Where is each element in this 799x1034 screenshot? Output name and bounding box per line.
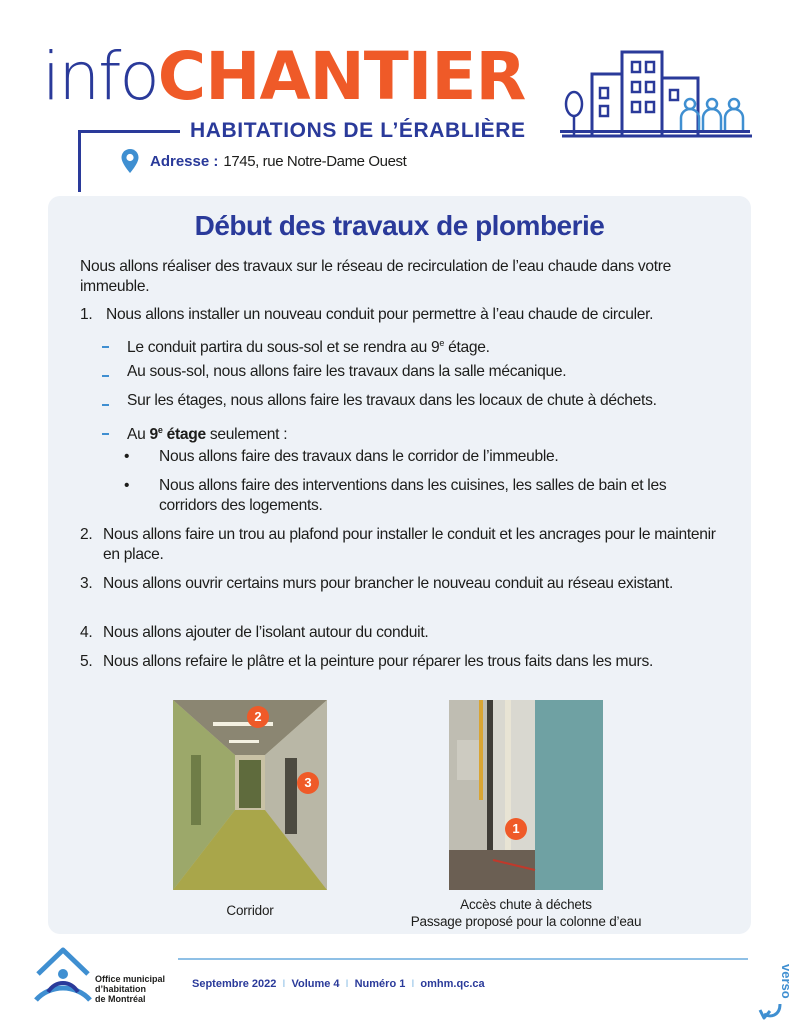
chute-photo <box>449 700 603 890</box>
step-number: 3. <box>80 575 93 592</box>
page-title: Début des travaux de plomberie <box>194 210 605 241</box>
masthead-chantier: CHANTIER <box>157 38 526 115</box>
organization-name: Office municipal d’habitation de Montréal <box>95 974 166 1004</box>
photo-marker-3: 3 <box>297 772 319 794</box>
step-number: 1. <box>80 306 93 323</box>
header-frame-rule-right <box>560 130 750 133</box>
step-number: 5. <box>80 653 93 670</box>
photo-marker-1: 1 <box>505 818 527 840</box>
bullet-marker: • <box>124 477 130 494</box>
sub-item-4 <box>102 420 287 445</box>
step-text: Nous allons faire un trou au plafond pour installer le conduit et les ancrages pour le maintenir en place. <box>103 526 716 563</box>
footer-meta: Septembre 2022 I Volume 4 I Numéro 1 I omhm.qc.ca <box>192 978 485 990</box>
sub-item-text: Sur les étages, nous allons faire les travaux dans les locaux de chute à déchets. <box>127 392 657 409</box>
step-item-3 <box>80 574 730 594</box>
photo-marker-2: 2 <box>247 706 269 728</box>
dash-marker <box>102 346 109 348</box>
location-pin-icon <box>120 148 140 174</box>
verso-label: verso <box>779 964 794 999</box>
buildings-illustration-icon <box>562 44 754 140</box>
issue-volume: Volume 4 <box>291 978 340 990</box>
sub-item-2 <box>102 362 566 382</box>
omhm-logo-icon <box>32 944 94 1008</box>
bullet-item-2 <box>124 476 714 516</box>
masthead-info: info <box>42 38 158 115</box>
step-text: Nous allons ajouter de l’isolant autour du conduit. <box>103 624 429 641</box>
sub-item-text: Le conduit partira du sous-sol et se rendra au 9e étage. <box>127 338 490 357</box>
step-number: 2. <box>80 526 93 543</box>
step-number: 4. <box>80 624 93 641</box>
dash-marker <box>102 375 109 377</box>
footer-divider <box>178 958 748 960</box>
header-frame-rule <box>78 130 180 133</box>
dash-marker <box>102 433 109 435</box>
issue-date: Septembre 2022 <box>192 978 277 990</box>
step-item-2 <box>80 525 730 565</box>
address-label: Adresse : <box>150 152 219 170</box>
website-link[interactable]: omhm.qc.ca <box>420 978 485 990</box>
dash-marker <box>102 404 109 406</box>
sub-item-text: Au 9e étage seulement : <box>127 425 288 444</box>
sub-item-1 <box>102 333 490 358</box>
bullet-text: Nous allons faire des travaux dans le corridor de l’immeuble. <box>159 448 559 465</box>
step-item-1 <box>80 305 730 325</box>
sub-item-3 <box>102 391 657 411</box>
step-text: Nous allons refaire le plâtre et la peinture pour réparer les trous faits dans les murs. <box>103 653 653 670</box>
step-text: Nous allons ouvrir certains murs pour brancher le nouveau conduit au réseau existant. <box>103 575 673 592</box>
address-row <box>120 148 406 174</box>
corridor-photo <box>173 700 327 890</box>
project-name: HABITATIONS DE L’ÉRABLIÈRE <box>190 119 526 142</box>
corridor-caption: Corridor <box>226 903 274 918</box>
step-item-5 <box>80 652 730 672</box>
bullet-text: Nous allons faire des interventions dans les cuisines, les salles de bain et les corridors des logements. <box>159 477 667 514</box>
issue-number: Numéro 1 <box>354 978 406 990</box>
bullet-marker: • <box>124 448 130 465</box>
bullet-item-1 <box>124 447 714 467</box>
header-frame-rule-vertical <box>78 130 81 192</box>
address-value: 1745, rue Notre-Dame Ouest <box>223 152 407 170</box>
publication-masthead <box>42 38 525 116</box>
verso-turn-page-icon[interactable] <box>758 960 792 1026</box>
step-item-4 <box>80 623 730 643</box>
intro-paragraph: Nous allons réaliser des travaux sur le réseau de recirculation de l’eau chaude dans votre immeuble. <box>80 258 672 295</box>
chute-caption-line-2: Passage proposé pour la colonne d’eau <box>410 914 642 929</box>
chute-caption-line-1: Accès chute à déchets <box>460 897 592 912</box>
chute-caption <box>390 896 662 930</box>
sub-item-text: Au sous-sol, nous allons faire les travaux dans la salle mécanique. <box>127 363 567 380</box>
step-text: Nous allons installer un nouveau conduit pour permettre à l’eau chaude de circuler. <box>106 306 654 323</box>
